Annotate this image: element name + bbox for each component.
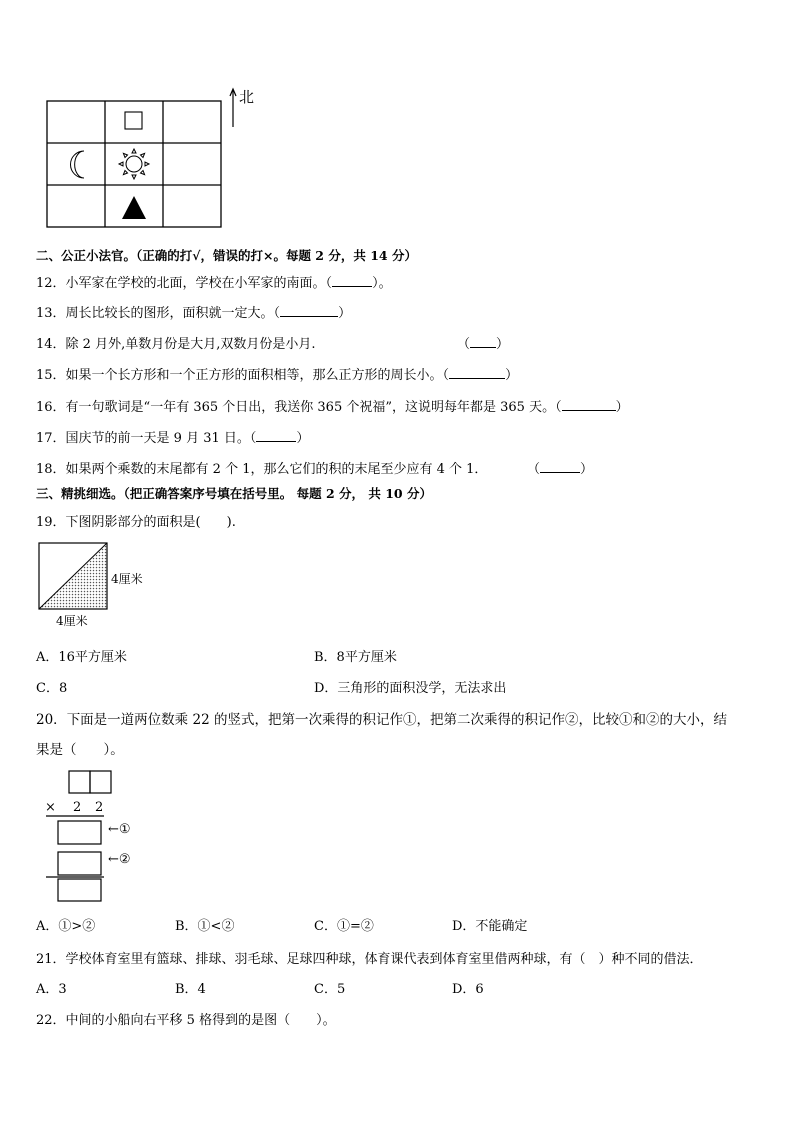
- question-close: ）: [296, 431, 310, 446]
- question-20-line2: 果是（ ）。: [36, 742, 124, 758]
- multiplier-digit: 2: [95, 800, 104, 815]
- option-b[interactable]: B．①<②: [175, 919, 235, 934]
- question-text: 国庆节的前一天是 9 月 31 日。（: [65, 431, 257, 446]
- multiply-sign: ×: [45, 800, 56, 815]
- digit-box: [90, 771, 111, 793]
- shaded-square-figure: [0, 0, 120, 90]
- question-16: [36, 396, 629, 415]
- question-text: 除 2 月外,单数月份是大月,双数月份是小月.: [65, 337, 316, 352]
- question-number: 12．: [36, 276, 66, 291]
- question-close: ）。: [372, 276, 392, 291]
- shaded-square: [38, 542, 108, 612]
- question-number: 16．: [36, 400, 66, 415]
- question-number: 17．: [36, 431, 66, 446]
- question-19: [36, 511, 236, 530]
- question-number: 13．: [36, 306, 66, 321]
- question-21: [36, 948, 703, 967]
- vertical-multiplication-figure: [40, 768, 170, 908]
- question-number: 18．: [36, 462, 66, 477]
- option-d[interactable]: D．6: [452, 982, 484, 997]
- multiplier-digit: 2: [73, 800, 82, 815]
- answer-blank[interactable]: [332, 274, 372, 287]
- square-icon: [125, 112, 142, 129]
- side-length-label: 4厘米: [111, 572, 143, 586]
- open-paren: （: [527, 462, 541, 477]
- question-text: 下面是一道两位数乘 22 的竖式，把第一次乘得的积记作①，把第二次乘得的积记作②，比较①和②的大小，结: [66, 712, 727, 728]
- option-a[interactable]: A．①>②: [36, 919, 96, 934]
- open-paren: （: [457, 337, 471, 352]
- option-d[interactable]: D．三角形的面积没学，无法求出: [314, 681, 507, 696]
- question-text: 有一句歌词是“一年有 365 个日出，我送你 365 个祝福”，这说明每年都是 365 天。（: [65, 400, 562, 415]
- moon-icon: [71, 151, 85, 178]
- question-number: 14．: [36, 337, 66, 352]
- question-number: 20．: [36, 712, 67, 728]
- question-20: [36, 708, 727, 728]
- question-close: ）: [496, 337, 510, 352]
- answer-blank[interactable]: [470, 335, 496, 348]
- answer-blank[interactable]: [562, 398, 616, 411]
- question-17: [36, 427, 309, 446]
- question-close: ）: [615, 400, 629, 415]
- sun-icon: [119, 149, 149, 179]
- question-number: 21．: [36, 952, 66, 967]
- question-14: [36, 333, 315, 352]
- result-box: [58, 879, 101, 901]
- answer-blank[interactable]: [280, 304, 338, 317]
- answer-blank[interactable]: [256, 429, 296, 442]
- arrow-label-1: ←①: [108, 822, 131, 837]
- question-number: 15．: [36, 368, 66, 383]
- product-box-1: [58, 821, 101, 844]
- product-box-2: [58, 852, 101, 875]
- north-label: 北: [239, 88, 255, 106]
- question-text: 如果两个乘数的末尾都有 2 个 1，那么它们的积的末尾至少应有 4 个 1．: [65, 462, 488, 477]
- question-text: 周长比较长的图形，面积就一定大。（: [65, 306, 281, 321]
- question-close: ）: [580, 462, 594, 477]
- digit-box: [69, 771, 90, 793]
- question-22: [36, 1009, 336, 1028]
- question-12: [36, 272, 392, 291]
- answer-blank[interactable]: [449, 366, 505, 379]
- question-14-answer: [457, 333, 509, 352]
- bottom-length-label: 4厘米: [56, 614, 88, 628]
- option-c[interactable]: C．①=②: [314, 919, 374, 934]
- option-d[interactable]: D．不能确定: [452, 919, 528, 934]
- option-c[interactable]: C．8: [36, 681, 68, 696]
- question-close: ）: [505, 368, 519, 383]
- option-c[interactable]: C．5: [314, 982, 346, 997]
- question-13: [36, 302, 351, 321]
- question-text: 如果一个长方形和一个正方形的面积相等，那么正方形的周长小。（: [65, 368, 450, 383]
- section2-heading: 二、公正小法官。（正确的打√，错误的打×。每题 2 分，共 14 分）: [36, 248, 417, 263]
- north-arrow-icon: [230, 89, 236, 127]
- triangle-icon: [122, 196, 146, 219]
- answer-blank[interactable]: [540, 460, 580, 473]
- question-text: 下图阴影部分的面积是( ).: [65, 515, 236, 530]
- question-number: 22．: [36, 1013, 66, 1028]
- question-15: [36, 364, 518, 383]
- question-close: ）: [338, 306, 352, 321]
- option-b[interactable]: B．8平方厘米: [314, 650, 397, 665]
- question-18: [36, 458, 487, 477]
- arrow-label-2: ←②: [108, 852, 131, 867]
- question-text: 小军家在学校的北面，学校在小军家的南面。（: [65, 276, 333, 291]
- question-18-answer: [527, 458, 593, 477]
- question-number: 19．: [36, 515, 66, 530]
- option-a[interactable]: A．3: [36, 982, 67, 997]
- option-a[interactable]: A．16平方厘米: [36, 650, 127, 665]
- question-text: 学校体育室里有篮球、排球、羽毛球、足球四种球，体育课代表到体育室里借两种球，有（ ）种不同的借法．: [65, 952, 703, 967]
- question-text: 中间的小船向右平移 5 格得到的是图（ ）。: [65, 1013, 336, 1028]
- section3-heading: 三、精挑细选。（把正确答案序号填在括号里。 每题 2 分， 共 10 分）: [36, 486, 432, 501]
- option-b[interactable]: B．4: [175, 982, 206, 997]
